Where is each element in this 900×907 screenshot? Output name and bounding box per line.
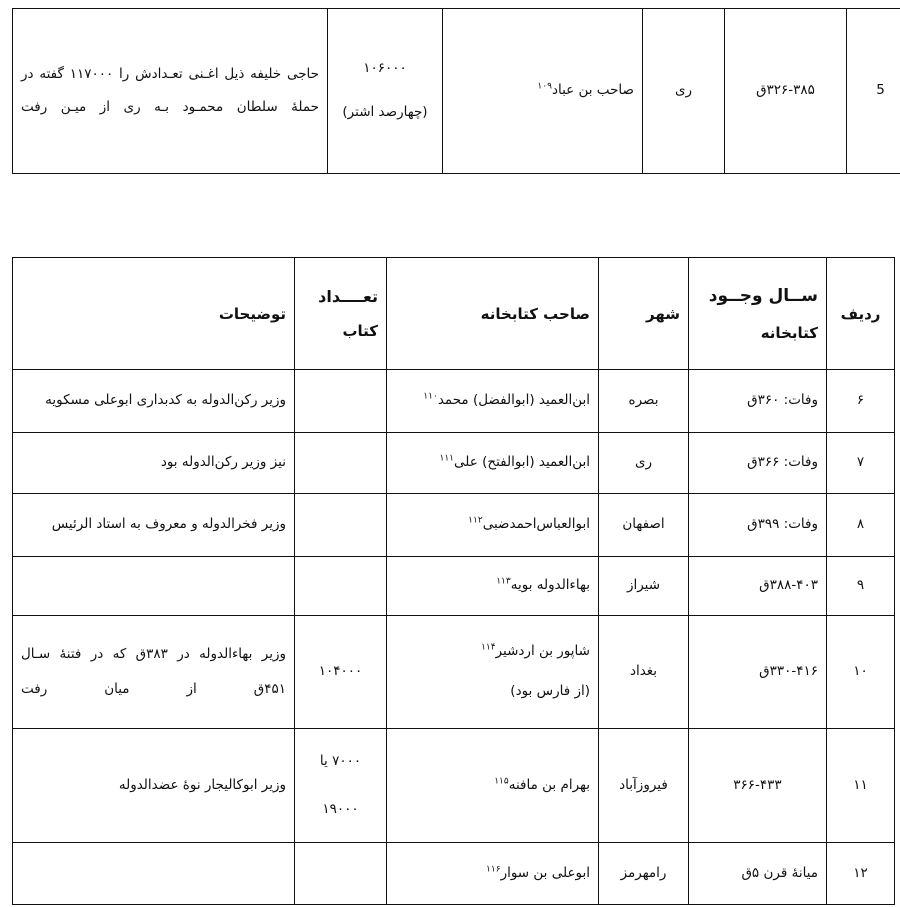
owner-name: ابوالعباس‌احمدضبی [482,516,590,533]
header-count [295,258,387,370]
book-count-note: (چهارصد اشتر) [342,104,428,120]
library-city: ری [599,433,689,494]
library-owner [387,729,599,843]
library-city: اصفهان [599,494,689,557]
header-radif: ردیف [827,258,895,370]
book-count [295,557,387,616]
footnote-ref: ۱۱۲ [468,515,483,526]
book-count-alt: ۱۹۰۰۰ [322,800,359,817]
library-owner [443,9,643,174]
row-number: ۷ [827,433,895,494]
header-year [689,258,827,370]
library-owner [387,557,599,616]
table-row [13,729,895,843]
footnote-ref: ۱۱۳ [496,576,511,587]
top-table [12,8,900,174]
owner-name: بهرام بن مافنه [508,776,590,793]
row-number: ۱۰ [827,616,895,729]
owner-note: (از فارس بود) [510,683,590,699]
footnote-ref: ۱۱۰ [423,391,438,402]
libraries-table [12,257,895,905]
owner-name: ابن‌العمید (ابوالفضل) محمد [437,392,590,409]
library-owner [387,843,599,905]
header-year-line1: ســال وجــود [708,285,818,306]
book-count [295,494,387,557]
library-city: فیروزآباد [599,729,689,843]
library-owner [387,616,599,729]
row-number: ۸ [827,494,895,557]
book-count-value: ۷۰۰۰ یا [319,752,362,769]
table-row [13,9,900,174]
library-notes: حاجی خلیفه ذیل اغـنی تعـدادش را ۱۱۷۰۰۰ گفته در حملهٔ سلطان محمـود بـه ری از میـن رفت [13,9,328,174]
table-row [13,433,895,494]
library-notes: وزیر فخرالدوله و معروف به استاد الرئیس [13,494,295,557]
library-city: بغداد [599,616,689,729]
row-number: ۶ [827,370,895,433]
library-notes: وزیر بهاءالدوله در ۳۸۳ق که در فتنهٔ سـال ۴۵۱ق از میان رفت [13,616,295,729]
library-years: ۳۸۸-۴۰۳ق [689,557,827,616]
library-notes: نیز وزیر رکن‌الدوله بود [13,433,295,494]
table-row [13,370,895,433]
library-years: ۳۳۰-۴۱۶ق [689,616,827,729]
library-notes [13,557,295,616]
library-years: ۳۶۶-۴۳۳ [689,729,827,843]
library-years: وفات: ۳۹۹ق [689,494,827,557]
library-city: شیراز [599,557,689,616]
table-row [13,616,895,729]
library-city: ری [643,9,725,174]
table-row [13,843,895,905]
footnote-ref: ۱۱۴ [481,642,496,653]
book-count [295,729,387,843]
header-count-line2: کتاب [342,322,378,340]
row-number: ۱۱ [827,729,895,843]
footnote-ref: ۱۰۹ [537,81,552,92]
footnote-ref: ۱۱۵ [494,776,509,787]
owner-name: بهاءالدوله بویه [510,577,590,594]
table-row [13,494,895,557]
header-year-line2: کتابخانه [760,323,818,342]
library-owner [387,370,599,433]
header-city: شهر [599,258,689,370]
row-number: 5 [847,9,900,174]
book-count [295,843,387,905]
owner-name: صاحب بن عباد [551,82,634,99]
library-notes: وزیر ابوکالیجار نوهٔ عضدالدوله [13,729,295,843]
owner-name: ابوعلی بن سوار [500,864,590,881]
library-notes [13,843,295,905]
owner-name: شاپور بن اردشیر [495,643,590,660]
footnote-ref: ۱۱۶ [486,864,501,875]
library-owner [387,494,599,557]
library-city: بصره [599,370,689,433]
book-count [328,9,443,174]
header-owner: صاحب کتابخانه [387,258,599,370]
library-years: وفات: ۳۶۶ق [689,433,827,494]
book-count: ۱۰۴۰۰۰ [295,616,387,729]
library-years: وفات: ۳۶۰ق [689,370,827,433]
book-count [295,370,387,433]
header-count-line1: تعــــداد [318,287,378,306]
book-count [295,433,387,494]
header-notes: توضیحات [13,258,295,370]
row-number: ۹ [827,557,895,616]
library-owner [387,433,599,494]
library-city: رامهرمز [599,843,689,905]
footnote-ref: ۱۱۱ [439,453,455,464]
library-years: ۳۲۶-۳۸۵ق [725,9,847,174]
book-count-value: ۱۰۶۰۰۰ [363,60,407,77]
owner-name: ابن‌العمید (ابوالفتح) علی [454,454,590,471]
library-notes: وزیر رکن‌الدوله به کدبداری ابوعلی مسکویه [13,370,295,433]
table-row [13,557,895,616]
header-row [13,258,895,370]
library-years: میانهٔ قرن ۵ق [689,843,827,905]
row-number: ۱۲ [827,843,895,905]
